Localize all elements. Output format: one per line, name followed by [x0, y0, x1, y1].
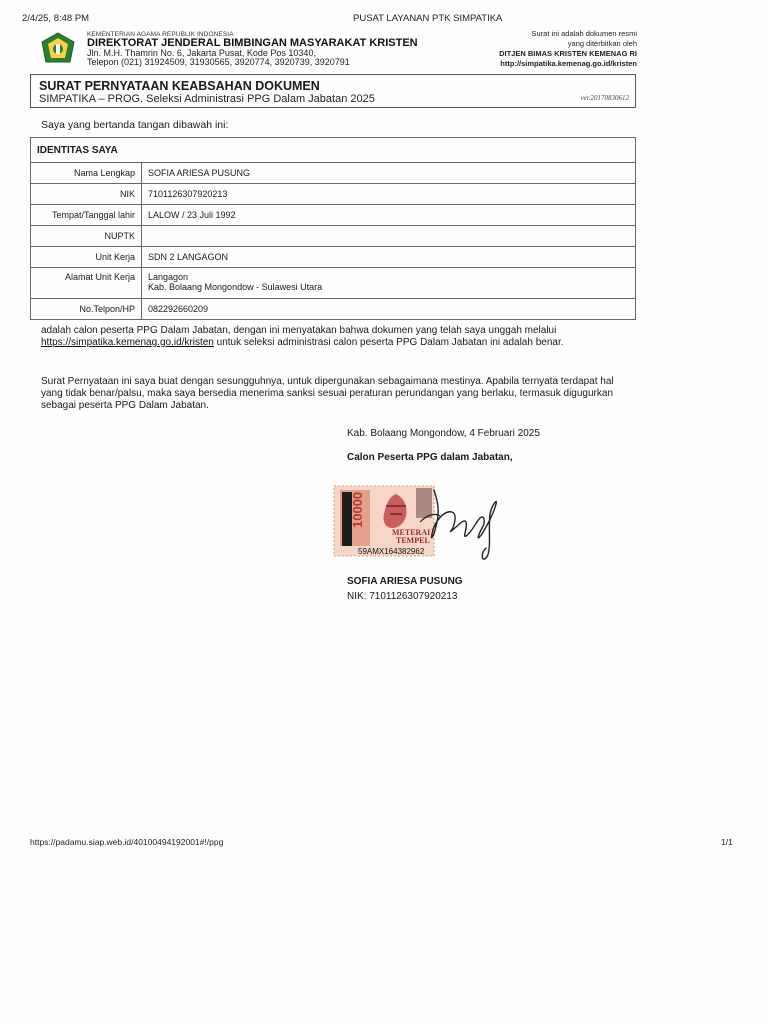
stamp-text-tempel: TEMPEL	[396, 536, 430, 545]
signer-name: SOFIA ARIESA PUSUNG	[347, 576, 463, 587]
signer-nik: NIK: 7101126307920213	[347, 591, 458, 602]
directorate-phone: Telepon (021) 31924509, 31930565, 3920774, 3920739, 3920791	[87, 57, 350, 67]
official-note	[437, 29, 637, 69]
handwritten-signature	[400, 482, 510, 577]
value-full-name: SOFIA ARIESA PUSUNG	[142, 163, 636, 184]
print-site-title: PUSAT LAYANAN PTK SIMPATIKA	[353, 13, 503, 24]
place-date: Kab. Bolaang Mongondow, 4 Februari 2025	[347, 428, 540, 439]
identity-table	[30, 137, 636, 320]
print-datetime: 2/4/25, 8:48 PM	[22, 13, 90, 24]
document-subtitle: SIMPATIKA – PROG. Seleksi Administrasi PPG Dalam Jabatan 2025	[39, 93, 375, 105]
label-full-name: Nama Lengkap	[31, 163, 142, 184]
table-row	[31, 268, 636, 299]
statement-paragraph-2: Surat Pernyataan ini saya buat dengan sesungguhnya, untuk dipergunakan sebagaimana mestinya. Apabila ternyata terdapat hal yang tidak benar/palsu, maka saya bersedia menerima sanksi sesuai peraturan perundangan yang berlaku, termasuk digugurkan sebagai peserta PPG Dalam Jabatan.	[41, 376, 614, 411]
value-unit-address	[142, 268, 636, 299]
ministry-name: KEMENTERIAN AGAMA REPUBLIK INDONESIA	[87, 31, 234, 38]
table-row	[31, 226, 636, 247]
label-nuptk: NUPTK	[31, 226, 142, 247]
table-row	[31, 247, 636, 268]
table-row	[31, 163, 636, 184]
label-birth: Tempat/Tanggal lahir	[31, 205, 142, 226]
statement-paragraph-1	[41, 325, 621, 349]
footer-page-number: 1/1	[721, 837, 733, 847]
simpatika-link[interactable]: https://simpatika.kemenag.go.id/kristen	[41, 337, 214, 348]
value-nuptk	[142, 226, 636, 247]
issuer-url: http://simpatika.kemenag.go.id/kristen	[500, 59, 637, 68]
table-row	[31, 299, 636, 320]
label-unit: Unit Kerja	[31, 247, 142, 268]
document-version: ver.20170830612	[580, 94, 629, 102]
directorate-name: DIREKTORAT JENDERAL BIMBINGAN MASYARAKAT KRISTEN	[87, 37, 418, 49]
identity-heading: IDENTITAS SAYA	[31, 138, 636, 163]
intro-text: Saya yang bertanda tangan dibawah ini:	[41, 119, 229, 131]
value-unit: SDN 2 LANGAGON	[142, 247, 636, 268]
label-phone: No.Telpon/HP	[31, 299, 142, 320]
statement-p1-before: adalah calon peserta PPG Dalam Jabatan, dengan ini menyatakan bahwa dokumen yang telah saya unggah melalui	[41, 325, 557, 336]
stamp-text-meterai: METERAI	[392, 528, 431, 537]
stamp-value: 10000	[350, 491, 365, 528]
document-title: SURAT PERNYATAAN KEABSAHAN DOKUMEN	[39, 79, 320, 93]
stamp-serial: 59AMX164382962	[358, 547, 425, 556]
table-row	[31, 205, 636, 226]
official-note-line2: yang diterbitkan oleh	[567, 39, 637, 48]
value-birth: LALOW / 23 Juli 1992	[142, 205, 636, 226]
official-note-line1: Surat ini adalah dokumen resmi	[531, 29, 637, 38]
signer-role: Calon Peserta PPG dalam Jabatan,	[347, 452, 513, 463]
issuer-name: DITJEN BIMAS KRISTEN KEMENAG RI	[499, 49, 637, 58]
value-phone: 082292660209	[142, 299, 636, 320]
kemenag-logo	[40, 32, 76, 64]
table-row	[31, 184, 636, 205]
label-nik: NIK	[31, 184, 142, 205]
label-unit-address: Alamat Unit Kerja	[31, 268, 142, 299]
document-title-box	[30, 74, 636, 108]
unit-address-line1: Langagon	[148, 272, 189, 282]
directorate-address: Jln. M.H. Thamrin No. 6, Jakarta Pusat, Kode Pos 10340,	[87, 48, 316, 58]
value-nik: 7101126307920213	[142, 184, 636, 205]
unit-address-line2: Kab. Bolaang Mongondow - Sulawesi Utara	[148, 282, 323, 292]
statement-p1-after: untuk seleksi administrasi calon peserta PPG Dalam Jabatan ini adalah benar.	[213, 337, 564, 348]
footer-url: https://padamu.siap.web.id/40100494192001#!/ppg	[30, 837, 224, 847]
